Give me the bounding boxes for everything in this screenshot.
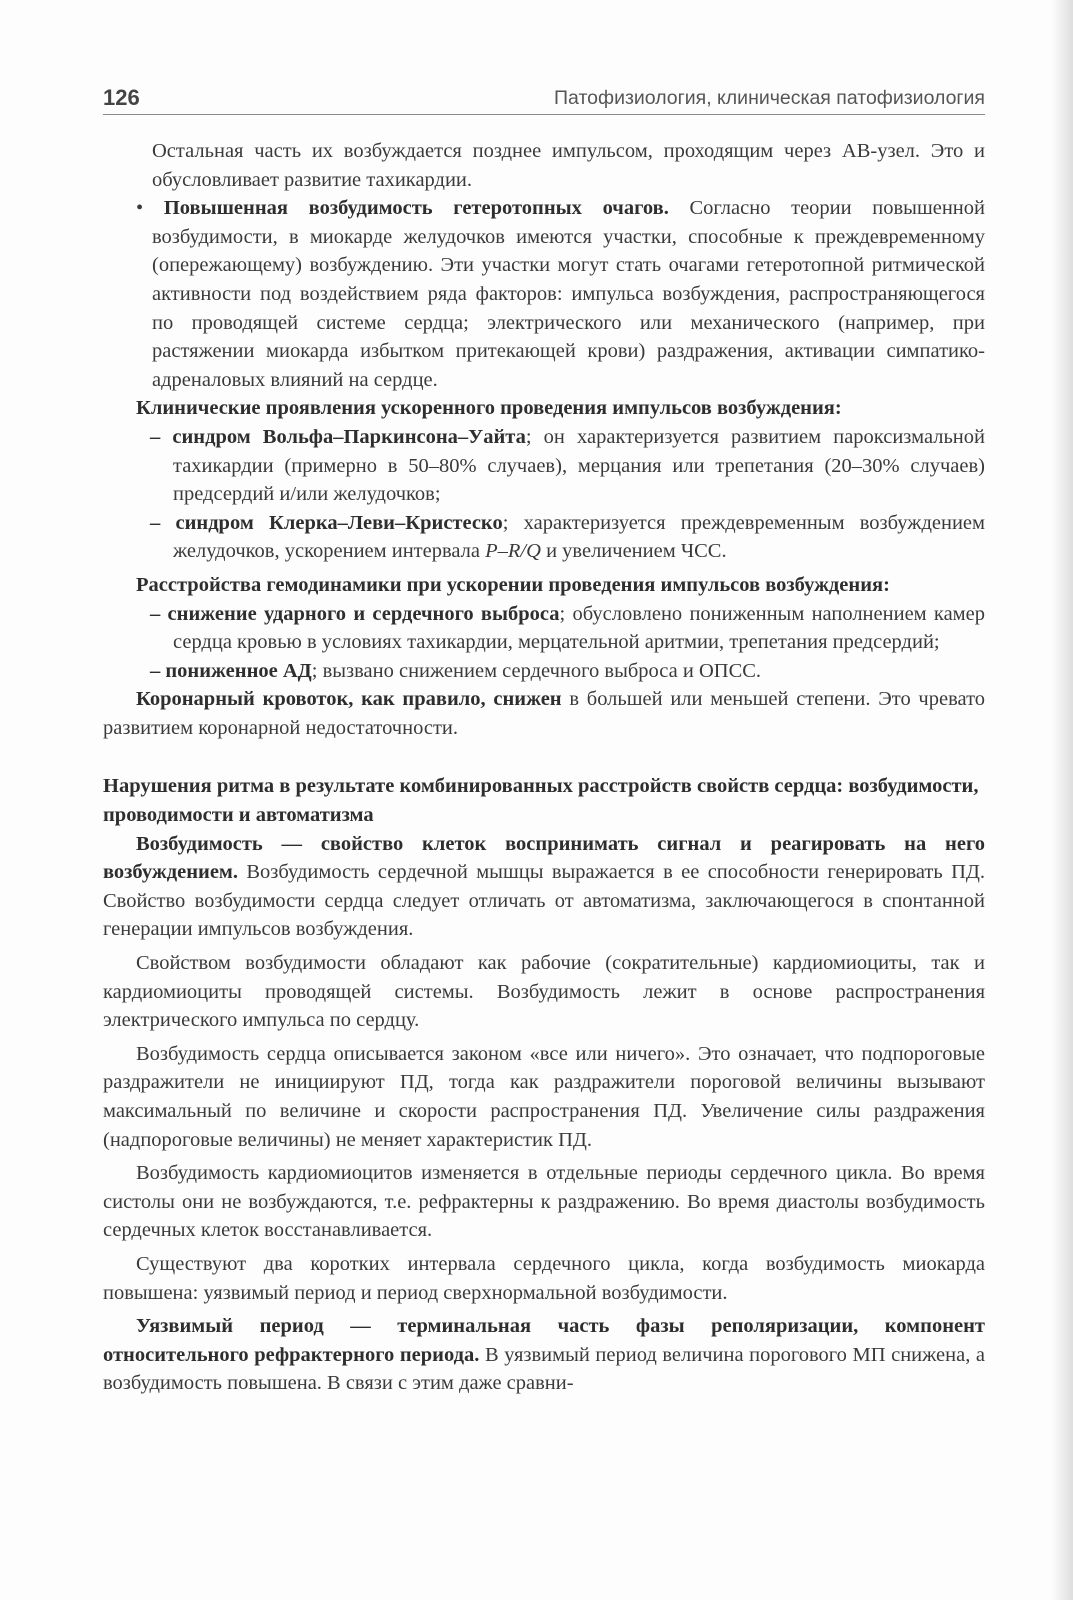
bullet-bold-lead: Повышенная возбудимость гетеротопных очагов. (163, 197, 669, 220)
page-number: 126 (103, 85, 140, 110)
item-text: ; вызвано снижением сердечного выброса и ОПСС. (311, 659, 762, 682)
clinical-heading: Клинические проявления ускоренного проведения импульсов возбуждения: (136, 397, 842, 420)
hemo-item-pressure (103, 657, 985, 686)
cells-paragraph: Свойством возбудимости обладают как рабочие (сократительные) кардиомиоциты, так и кардиомиоциты проводящей системы. Возбудимость лежит в основе распространения электрического импульса по сердцу. (103, 952, 985, 1032)
hemo-item-output (103, 600, 985, 657)
vulnerable-bold: Уязвимый период — терминальная часть фазы реполяризации, компонент относительного рефрактерного периода. (103, 1315, 985, 1366)
coronary-text: в большей или меньшей степени. Это чревато развитием коронарной недостаточности. (103, 688, 986, 739)
page-body (103, 137, 985, 1398)
item-text: ; обусловлено пониженным наполнением камер сердца кровью в условиях тахикардии, мерцательной аритмии, трепетания предсердий; (173, 602, 985, 654)
excitability-text: Возбудимость сердечной мышцы выражается в ее способности генерировать ПД. Свойство возбудимости сердца следует отличать от автоматизма, заключающегося в спонтанной генерации импульсов возбуждения. (103, 861, 985, 941)
bullet-paragraph (103, 194, 985, 394)
clinical-item-clc (103, 509, 985, 566)
item-italic: P–R/Q (485, 540, 541, 563)
running-title: Патофизиология, клиническая патофизиология (554, 87, 985, 109)
item-text: ; характеризуется преждевременным возбуждением желудочков, ускорением интервала (173, 511, 985, 563)
intervals-paragraph: Существуют два коротких интервала сердечного цикла, когда возбудимость миокарда повышена: уязвимый период и период сверхнормальной возбудимости. (103, 1252, 985, 1304)
coronary-bold: Коронарный кровоток, как правило, снижен (136, 688, 562, 711)
excitability-paragraph (103, 830, 985, 944)
bullet-text: Согласно теории повышенной возбудимости, в миокарде желудочков имеются участки, способные к преждевременному (опережающему) возбуждению. Эти участки могут стать очагами гетеротопной ритмической активности под воздействием ряда факторов: импульса возбуждения, распространяющегося по проводящей системе сердца; электрического или механического (например, при растяжении миокарда избытком притекающей крови) раздражения, активации симпатико-адреналовых влияний на сердце. (152, 197, 985, 391)
vulnerable-paragraph (103, 1312, 985, 1398)
excitability-bold: Возбудимость — свойство клеток воспринимать сигнал и реагировать на него возбуждением. (103, 832, 985, 884)
clinical-item-wpw (103, 423, 985, 509)
item-bold: – пониженное АД (150, 659, 312, 682)
item-bold: – снижение ударного и сердечного выброса (150, 602, 560, 625)
page-header (103, 84, 985, 115)
hemodynamics-heading: Расстройства гемодинамики при ускорении проведения импульсов возбуждения: (136, 573, 890, 596)
item-text-end: и увеличением ЧСС. (540, 540, 727, 563)
bullet-marker: • (136, 197, 144, 220)
cycle-paragraph: Возбудимость кардиомиоцитов изменяется в отдельные периоды сердечного цикла. Во время систолы они не возбуждаются, т.е. рефрактерны к раздражению. Во время диастолы возбудимость сердечных клеток восстанавливается. (103, 1162, 985, 1242)
law-paragraph: Возбудимость сердца описывается законом «все или ничего». Это означает, что подпороговые раздражители не инициируют ПД, тогда как раздражители пороговой величины вызывают максимальный по величине и скорости распространения ПД. Увеличение силы раздражения (надпороговые величины) не меняет характеристик ПД. (103, 1042, 985, 1151)
continued-paragraph: Остальная часть их возбуждается позднее импульсом, проходящим через АВ-узел. Это и обусловливает развитие тахикардии. (152, 140, 985, 191)
item-bold: – синдром Клерка–Леви–Кристеско (150, 511, 503, 534)
item-text: ; он характеризуется развитием пароксизмальной тахикардии (примерно в 50–80% случаев), мерцания или трепетания (20–30% случаев) предсердий и/или желудочков; (173, 425, 985, 506)
vulnerable-text: В уязвимый период величина порогового МП снижена, а возбудимость повышена. В связи с этим даже сравни- (103, 1343, 986, 1395)
section-heading: Нарушения ритма в результате комбинированных расстройств свойств сердца: возбудимости, проводимости и автоматизма (103, 775, 979, 827)
coronary-paragraph (103, 685, 985, 742)
item-bold: – синдром Вольфа–Паркинсона–Уайта (150, 425, 526, 448)
